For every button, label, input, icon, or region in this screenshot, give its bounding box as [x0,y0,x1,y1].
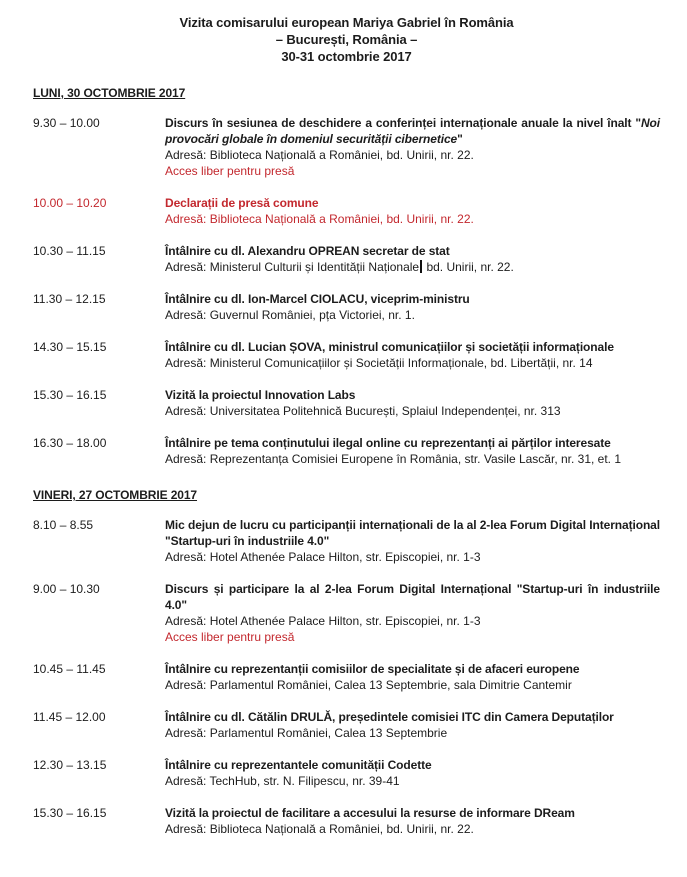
item-time: 8.10 – 8.55 [33,518,94,532]
item-address-text: Adresă: Hotel Athenée Palace Hilton, str. Episcopiei, nr. 1-3 [165,550,481,564]
item-address-text: Adresă: Universitatea Politehnică București, Splaiul Independenței, nr. 313 [165,404,561,418]
item-content [165,805,660,837]
item-address [165,259,660,275]
item-address-text: Adresă: Guvernul României, pța Victoriei, nr. 1. [165,308,415,322]
item-address [165,773,660,789]
press-access-note: Acces liber pentru presă [165,630,295,644]
document-title-line-3: 30-31 octombrie 2017 [281,49,412,64]
item-title [165,339,660,355]
item-title-text: Declarații de presă comune [165,196,319,210]
item-address-text: Adresă: TechHub, str. N. Filipescu, nr. 39-41 [165,774,400,788]
document-title-line-2: – București, România – [275,32,418,47]
item-content [165,435,660,467]
item-time: 15.30 – 16.15 [33,806,107,820]
item-title [165,291,660,307]
agenda-item [33,243,660,275]
item-title-text: Întâlnire pe tema conținutului ilegal online cu reprezentanți ai părților interesate [165,436,611,450]
item-content [165,709,660,741]
agenda-item [33,805,660,837]
agenda-item [33,709,660,741]
agenda-item [33,581,660,645]
item-title-text: " [457,132,463,146]
item-time: 10.00 – 10.20 [33,196,107,210]
item-address [165,613,660,629]
item-address [165,307,660,323]
item-content [165,387,660,419]
item-title-text: Întâlnire cu dl. Lucian ȘOVA, ministrul comunicațiilor și societății informaționale [165,340,614,354]
item-address-text: Adresă: Parlamentul României, Calea 13 Septembrie [165,726,448,740]
item-address-text: Adresă: Hotel Athenée Palace Hilton, str. Episcopiei, nr. 1-3 [165,614,481,628]
item-title [165,805,660,821]
item-title [165,115,660,147]
item-time: 10.30 – 11.15 [33,244,106,258]
item-address [165,147,660,163]
document-title-line-1: Vizita comisarului european Mariya Gabriel în România [179,15,514,30]
item-title-text: Întâlnire cu dl. Cătălin DRULĂ, președintele comisiei ITC din Camera Deputaților [165,710,614,724]
agenda-item [33,757,660,789]
item-content [165,757,660,789]
agenda-item [33,387,660,419]
item-content [165,517,660,565]
item-time: 11.30 – 12.15 [33,292,106,306]
section-heading: LUNI, 30 OCTOMBRIE 2017 [33,86,186,100]
agenda-item [33,517,660,565]
item-address-text: Adresă: Reprezentanța Comisiei Europene în România, str. Vasile Lascăr, nr. 31, et. 1 [165,452,622,466]
agenda-item [33,291,660,323]
item-address [165,355,660,371]
text-cursor [420,260,422,273]
item-content [165,115,660,179]
item-content [165,581,660,645]
agenda-item [33,195,660,227]
item-address [165,725,660,741]
item-title [165,387,660,403]
item-address-text: Adresă: Parlamentul României, Calea 13 Septembrie, sala Dimitrie Cantemir [165,678,572,692]
item-address-text: Adresă: Ministerul Comunicațiilor și Societății Informaționale, bd. Libertății, nr. 14 [165,356,593,370]
item-address [165,549,660,565]
item-time: 15.30 – 16.15 [33,388,107,402]
item-time: 9.00 – 10.30 [33,582,100,596]
item-address [165,211,660,227]
item-title [165,661,660,677]
item-title [165,435,660,451]
agenda-item [33,339,660,371]
item-address [165,821,660,837]
item-title [165,195,660,211]
item-address [165,451,660,467]
item-content [165,661,660,693]
item-title-text: Întâlnire cu reprezentanții comisiilor de specialitate și de afaceri europene [165,662,580,676]
agenda-item [33,661,660,693]
item-address [165,403,660,419]
item-title [165,757,660,773]
item-title-text: Discurs în sesiunea de deschidere a conferinței internaționale anuale la nivel înalt " [165,116,641,130]
item-address-text: Adresă: Ministerul Culturii și Identității Naționale [165,260,420,274]
press-access-note: Acces liber pentru presă [165,164,295,178]
item-title-text: Vizită la proiectul Innovation Labs [165,388,356,402]
item-title [165,581,660,613]
item-time: 10.45 – 11.45 [33,662,106,676]
item-title-text: Întâlnire cu dl. Ion-Marcel CIOLACU, viceprim-ministru [165,292,470,306]
item-title [165,243,660,259]
item-content [165,195,660,227]
item-title-text: Vizită la proiectul de facilitare a accesului la resurse de informare DReam [165,806,575,820]
item-time: 14.30 – 15.15 [33,340,107,354]
item-address-text: bd. Unirii, nr. 22. [423,260,514,274]
section-heading: VINERI, 27 OCTOMBRIE 2017 [33,488,198,502]
item-address [165,677,660,693]
item-title-emphasis: Noi provocări globale în domeniul securității cibernetice [165,116,660,146]
item-title-text: Mic dejun de lucru cu participanții internaționali de la al 2-lea Forum Digital Internațional "Startup-uri în industriile 4.0" [165,518,660,548]
agenda-item [33,435,660,467]
item-content [165,291,660,323]
agenda-item [33,115,660,179]
item-content [165,243,660,275]
schedule-sections [33,85,660,837]
item-address-text: Adresă: Biblioteca Națională a României, bd. Unirii, nr. 22. [165,822,474,836]
item-title-text: Discurs și participare la al 2-lea Forum Digital Internațional "Startup-uri în industriile 4.0" [165,582,660,612]
item-title-text: Întâlnire cu dl. Alexandru OPREAN secretar de stat [165,244,450,258]
item-address-text: Adresă: Biblioteca Națională a României, bd. Unirii, nr. 22. [165,212,474,226]
item-title-text: Întâlnire cu reprezentantele comunității Codette [165,758,432,772]
item-title [165,709,660,725]
item-time: 12.30 – 13.15 [33,758,107,772]
item-time: 16.30 – 18.00 [33,436,107,450]
item-title [165,517,660,549]
item-address-text: Adresă: Biblioteca Națională a României, bd. Unirii, nr. 22. [165,148,474,162]
item-time: 9.30 – 10.00 [33,116,100,130]
document-title [33,14,660,65]
item-time: 11.45 – 12.00 [33,710,106,724]
item-content [165,339,660,371]
